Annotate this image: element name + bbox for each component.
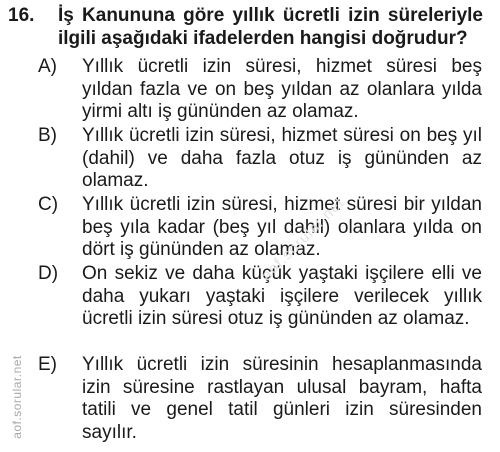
option-text: On sekiz ve daha küçük yaştaki işçilere elli ve daha yukarı yaştaki işçilere verilecek yıllık ücretli izin süresi otuz iş gününden az olamaz. (82, 263, 482, 329)
option-text: Yıllık ücretli izin süresinin hesaplanmasında izin süresine rastlayan ulusal bayram, hafta tatili ve genel tatil günleri izin süresinden sayılır. (82, 354, 482, 443)
option-text: Yıllık ücretli izin süresi, hizmet süresi beş yıldan fazla ve on beş yıldan az olanlara yılda yirmi altı iş gününden az olamaz. (82, 56, 482, 122)
option-text: Yıllık ücretli izin süresi, hizmet süresi bir yıldan beş yıla kadar (beş yıl dahil) olanlara yılda on dört iş gününden az olamaz. (82, 194, 482, 260)
option-letter: B) (38, 125, 57, 146)
question-text: İş Kanununa göre yıllık ücretli izin süreleriyle ilgili aşağıdaki ifadelerden hangisi doğrudur? (58, 5, 483, 49)
question-number: 16. (8, 5, 35, 26)
watermark-diagonal: aof.sorular.net (258, 194, 348, 285)
watermark-side: aof.sorular.net (10, 355, 24, 439)
option-letter: C) (38, 194, 59, 215)
option-letter: A) (38, 56, 57, 77)
option-text: Yıllık ücretli izin süresi, hizmet süresi on beş yıl (dahil) ve daha fazla otuz iş gününden az olamaz. (82, 125, 482, 191)
option-letter: E) (38, 354, 57, 375)
option-letter: D) (38, 263, 59, 284)
